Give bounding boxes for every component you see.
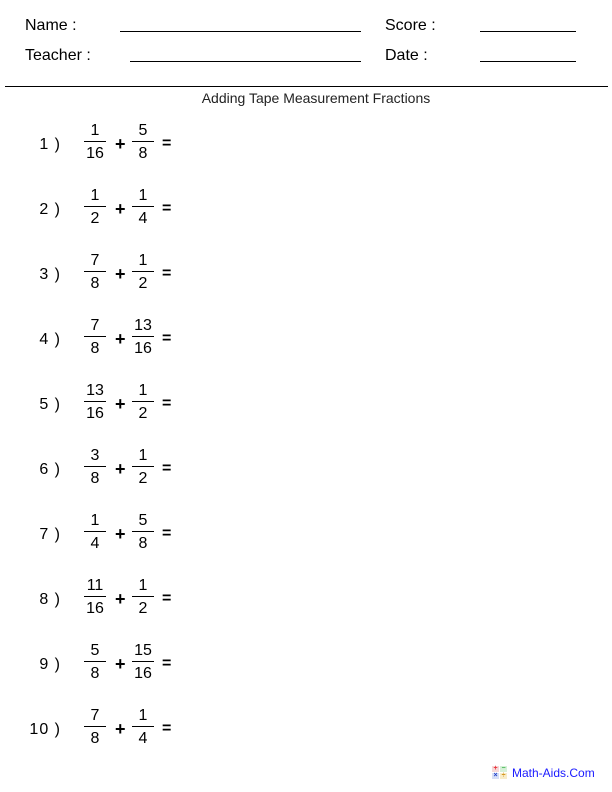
equals-sign: = bbox=[162, 655, 172, 672]
fraction-a bbox=[83, 640, 107, 683]
numerator: 5 bbox=[138, 122, 148, 139]
equals-sign: = bbox=[162, 265, 172, 282]
numerator: 5 bbox=[90, 642, 100, 659]
plus-operator: + bbox=[115, 329, 126, 349]
problem-row bbox=[0, 315, 300, 365]
fraction-a bbox=[83, 445, 107, 488]
fraction-a bbox=[83, 315, 107, 358]
fraction-b bbox=[131, 185, 155, 228]
denominator: 4 bbox=[90, 535, 100, 552]
problem-row bbox=[0, 380, 300, 430]
fraction-a bbox=[83, 380, 107, 423]
fraction-b bbox=[131, 575, 155, 618]
problem-number: 6 ) bbox=[39, 461, 61, 478]
denominator: 8 bbox=[90, 730, 100, 747]
equals-sign: = bbox=[162, 135, 172, 152]
equals-sign: = bbox=[162, 720, 172, 737]
numerator: 11 bbox=[86, 577, 104, 594]
fraction-b bbox=[131, 120, 155, 163]
equals-sign: = bbox=[162, 460, 172, 477]
fraction-b bbox=[131, 640, 155, 683]
numerator: 13 bbox=[86, 382, 104, 399]
math-operators-icon bbox=[492, 766, 507, 780]
numerator: 1 bbox=[138, 187, 148, 204]
denominator: 8 bbox=[90, 665, 100, 682]
fraction-a bbox=[83, 705, 107, 748]
score-field[interactable] bbox=[480, 31, 576, 32]
name-label: Name : bbox=[25, 17, 77, 34]
equals-sign: = bbox=[162, 200, 172, 217]
fraction-a bbox=[83, 250, 107, 293]
denominator: 8 bbox=[90, 340, 100, 357]
fraction-b bbox=[131, 315, 155, 358]
fraction-b bbox=[131, 705, 155, 748]
denominator: 8 bbox=[138, 145, 148, 162]
footer-brand bbox=[492, 765, 595, 781]
problem-number: 7 ) bbox=[39, 526, 61, 543]
numerator: 1 bbox=[138, 382, 148, 399]
denominator: 2 bbox=[90, 210, 100, 227]
divide-icon: ÷ bbox=[501, 772, 506, 779]
equals-sign: = bbox=[162, 525, 172, 542]
plus-operator: + bbox=[115, 394, 126, 414]
problem-number: 2 ) bbox=[39, 201, 61, 218]
denominator: 16 bbox=[86, 145, 104, 162]
numerator: 3 bbox=[90, 447, 100, 464]
fraction-a bbox=[83, 120, 107, 163]
plus-operator: + bbox=[115, 654, 126, 674]
problem-row bbox=[0, 705, 300, 755]
denominator: 16 bbox=[134, 340, 152, 357]
denominator: 16 bbox=[86, 405, 104, 422]
numerator: 1 bbox=[138, 707, 148, 724]
problem-row bbox=[0, 445, 300, 495]
date-field[interactable] bbox=[480, 61, 576, 62]
problem-number: 8 ) bbox=[39, 591, 61, 608]
numerator: 1 bbox=[90, 512, 100, 529]
fraction-b bbox=[131, 445, 155, 488]
problem-number: 1 ) bbox=[39, 136, 61, 153]
problem-row bbox=[0, 640, 300, 690]
numerator: 1 bbox=[90, 187, 100, 204]
plus-operator: + bbox=[115, 719, 126, 739]
numerator: 1 bbox=[138, 577, 148, 594]
brand-link[interactable]: Math-Aids.Com bbox=[512, 766, 595, 780]
plus-operator: + bbox=[115, 264, 126, 284]
teacher-label: Teacher : bbox=[25, 47, 91, 64]
denominator: 16 bbox=[86, 600, 104, 617]
plus-operator: + bbox=[115, 524, 126, 544]
fraction-b bbox=[131, 250, 155, 293]
numerator: 7 bbox=[90, 252, 100, 269]
numerator: 13 bbox=[134, 317, 152, 334]
problem-number: 5 ) bbox=[39, 396, 61, 413]
fraction-a bbox=[83, 185, 107, 228]
problem-number: 3 ) bbox=[39, 266, 61, 283]
plus-operator: + bbox=[115, 134, 126, 154]
fraction-b bbox=[131, 380, 155, 423]
denominator: 2 bbox=[138, 405, 148, 422]
date-label: Date : bbox=[385, 47, 428, 64]
denominator: 16 bbox=[134, 665, 152, 682]
times-icon: × bbox=[493, 772, 498, 779]
numerator: 5 bbox=[138, 512, 148, 529]
denominator: 2 bbox=[138, 600, 148, 617]
plus-operator: + bbox=[115, 459, 126, 479]
teacher-field[interactable] bbox=[130, 61, 361, 62]
worksheet-title: Adding Tape Measurement Fractions bbox=[201, 90, 431, 106]
plus-operator: + bbox=[115, 199, 126, 219]
numerator: 1 bbox=[138, 252, 148, 269]
denominator: 8 bbox=[90, 275, 100, 292]
problem-row bbox=[0, 185, 300, 235]
denominator: 8 bbox=[138, 535, 148, 552]
problem-row bbox=[0, 510, 300, 560]
minus-icon: − bbox=[501, 765, 506, 772]
denominator: 8 bbox=[90, 470, 100, 487]
numerator: 1 bbox=[90, 122, 100, 139]
denominator: 4 bbox=[138, 210, 148, 227]
numerator: 7 bbox=[90, 707, 100, 724]
problem-row bbox=[0, 250, 300, 300]
fraction-b bbox=[131, 510, 155, 553]
denominator: 2 bbox=[138, 470, 148, 487]
denominator: 4 bbox=[138, 730, 148, 747]
numerator: 15 bbox=[134, 642, 152, 659]
problem-row bbox=[0, 120, 300, 170]
numerator: 7 bbox=[90, 317, 100, 334]
equals-sign: = bbox=[162, 395, 172, 412]
plus-icon: + bbox=[493, 765, 498, 772]
equals-sign: = bbox=[162, 590, 172, 607]
problem-row bbox=[0, 575, 300, 625]
header-divider bbox=[5, 86, 608, 87]
equals-sign: = bbox=[162, 330, 172, 347]
problem-number: 10 ) bbox=[29, 721, 61, 738]
problem-number: 4 ) bbox=[39, 331, 61, 348]
numerator: 1 bbox=[138, 447, 148, 464]
score-label: Score : bbox=[385, 17, 436, 34]
fraction-a bbox=[83, 575, 107, 618]
plus-operator: + bbox=[115, 589, 126, 609]
denominator: 2 bbox=[138, 275, 148, 292]
problem-number: 9 ) bbox=[39, 656, 61, 673]
fraction-a bbox=[83, 510, 107, 553]
name-field[interactable] bbox=[120, 31, 361, 32]
